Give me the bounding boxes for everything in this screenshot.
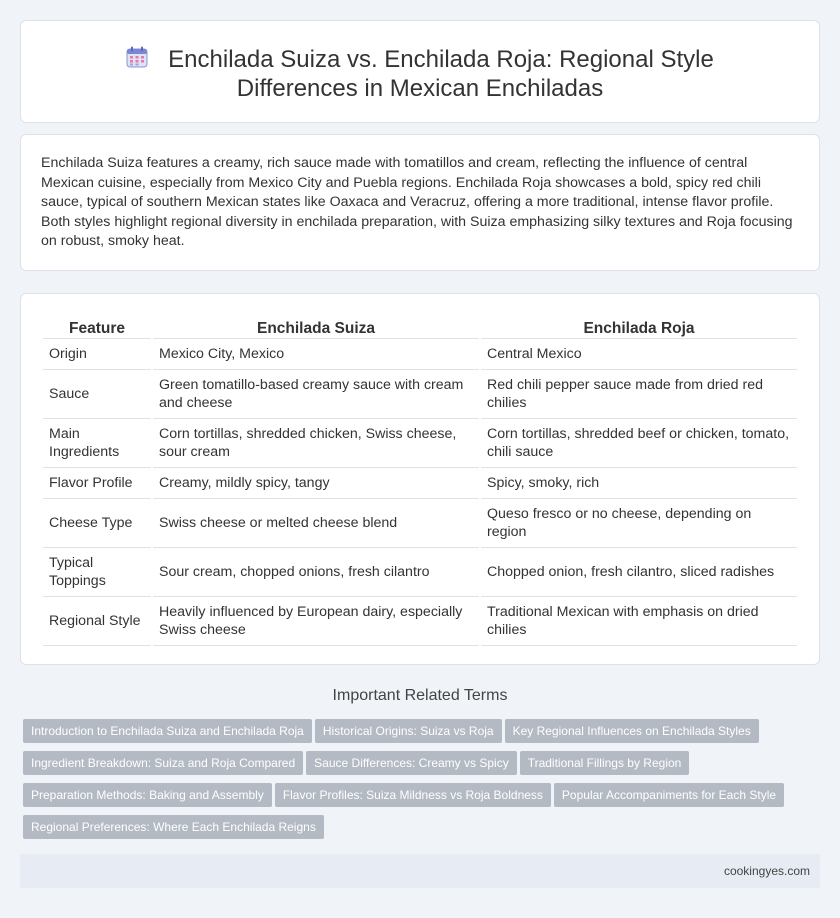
row-suiza: Creamy, mildly spicy, tangy <box>153 468 479 499</box>
row-roja: Queso fresco or no cheese, depending on region <box>481 499 797 548</box>
comparison-table <box>41 314 799 646</box>
related-term-tag[interactable]: Traditional Fillings by Region <box>520 751 690 775</box>
row-feature: Regional Style <box>43 597 151 646</box>
row-suiza: Mexico City, Mexico <box>153 339 479 370</box>
comparison-table-card <box>20 293 820 665</box>
table-row <box>43 468 797 499</box>
summary-text: Enchilada Suiza features a creamy, rich sauce made with tomatillos and cream, reflecting the influence of central Mexican cuisine, especially from Mexico City and Puebla regions. Enchilada Roja showcases a bold, spicy red chili sauce, typical of southern Mexican states like Oaxaca and Veracruz, offering a more traditional, intense flavor profile. Both styles highlight regional diversity in enchilada preparation, with Suiza emphasizing silky textures and Roja focusing on robust, smoky heat. <box>41 155 793 250</box>
row-suiza: Sour cream, chopped onions, fresh cilantro <box>153 548 479 597</box>
page-title: Enchilada Suiza vs. Enchilada Roja: Regional Style Differences in Mexican Enchiladas <box>168 46 714 102</box>
related-term-tag[interactable]: Key Regional Influences on Enchilada Styles <box>505 719 759 743</box>
page-title-wrap <box>21 45 819 103</box>
column-header-feature: Feature <box>43 314 151 339</box>
row-roja: Central Mexico <box>481 339 797 370</box>
table-row <box>43 339 797 370</box>
table-row <box>43 548 797 597</box>
related-term-tag[interactable]: Introduction to Enchilada Suiza and Enchilada Roja <box>23 719 312 743</box>
row-suiza: Heavily influenced by European dairy, especially Swiss cheese <box>153 597 479 646</box>
table-header-row <box>43 314 797 339</box>
table-row <box>43 499 797 548</box>
column-header-suiza: Enchilada Suiza <box>153 314 479 339</box>
calendar-icon <box>126 46 148 68</box>
related-term-tag[interactable]: Historical Origins: Suiza vs Roja <box>315 719 502 743</box>
row-roja: Red chili pepper sauce made from dried red chilies <box>481 370 797 419</box>
row-roja: Spicy, smoky, rich <box>481 468 797 499</box>
table-row <box>43 370 797 419</box>
row-roja: Corn tortillas, shredded beef or chicken, tomato, chili sauce <box>481 419 797 468</box>
row-feature: Main Ingredients <box>43 419 151 468</box>
related-term-tag[interactable]: Ingredient Breakdown: Suiza and Roja Compared <box>23 751 303 775</box>
row-feature: Sauce <box>43 370 151 419</box>
row-suiza: Green tomatillo-based creamy sauce with cream and cheese <box>153 370 479 419</box>
row-roja: Traditional Mexican with emphasis on dried chilies <box>481 597 797 646</box>
related-terms-tags <box>23 719 803 847</box>
row-suiza: Swiss cheese or melted cheese blend <box>153 499 479 548</box>
row-feature: Cheese Type <box>43 499 151 548</box>
row-feature: Typical Toppings <box>43 548 151 597</box>
table-row <box>43 597 797 646</box>
related-term-tag[interactable]: Regional Preferences: Where Each Enchilada Reigns <box>23 815 324 839</box>
related-term-tag[interactable]: Popular Accompaniments for Each Style <box>554 783 784 807</box>
column-header-roja: Enchilada Roja <box>481 314 797 339</box>
row-feature: Flavor Profile <box>43 468 151 499</box>
footer <box>20 854 820 888</box>
related-terms-title: Important Related Terms <box>332 687 508 704</box>
summary-card <box>20 134 820 271</box>
row-feature: Origin <box>43 339 151 370</box>
related-term-tag[interactable]: Flavor Profiles: Suiza Mildness vs Roja Boldness <box>275 783 551 807</box>
related-term-tag[interactable]: Sauce Differences: Creamy vs Spicy <box>306 751 517 775</box>
footer-site-name[interactable]: cookingyes.com <box>723 864 810 878</box>
related-term-tag[interactable]: Preparation Methods: Baking and Assembly <box>23 783 272 807</box>
title-card <box>20 20 820 123</box>
row-suiza: Corn tortillas, shredded chicken, Swiss cheese, sour cream <box>153 419 479 468</box>
row-roja: Chopped onion, fresh cilantro, sliced radishes <box>481 548 797 597</box>
table-row <box>43 419 797 468</box>
